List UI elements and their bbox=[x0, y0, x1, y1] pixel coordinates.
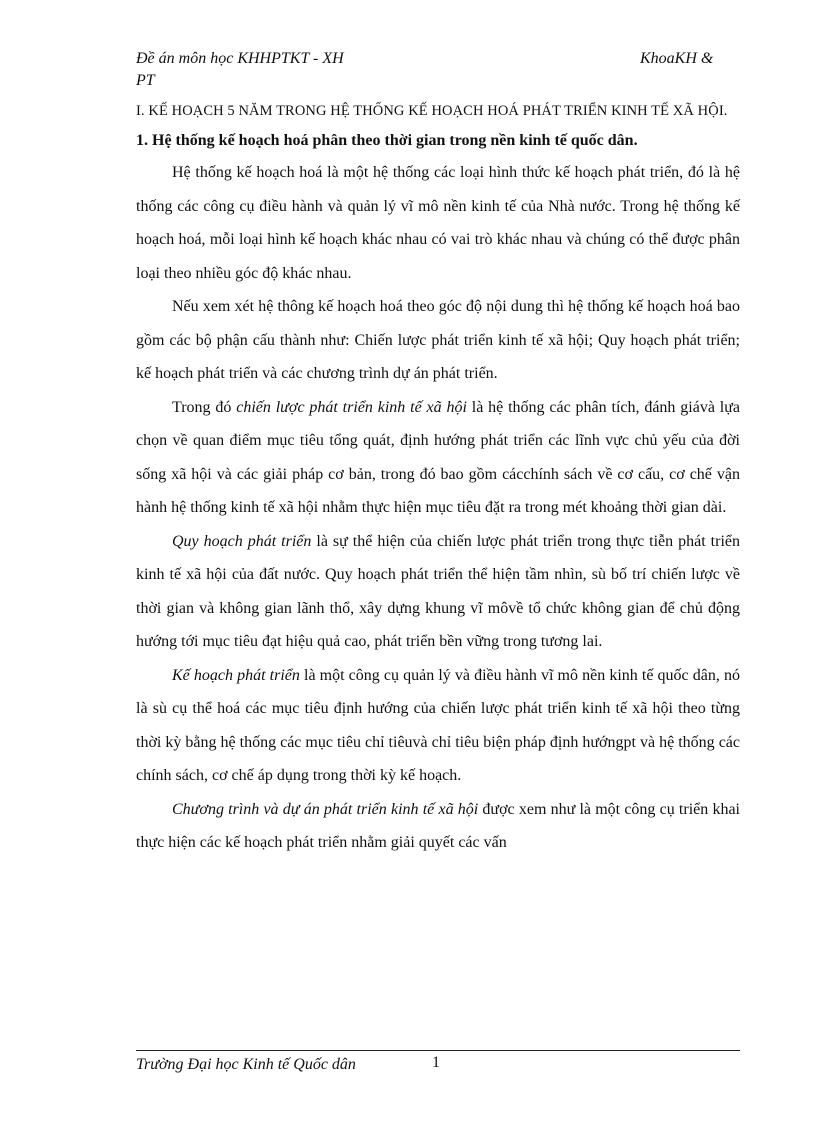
paragraph-6 bbox=[136, 793, 740, 860]
term-development-planning: Quy hoạch phát triển bbox=[172, 532, 312, 550]
term-development-plan: Kế hoạch phát triển bbox=[172, 666, 300, 684]
paragraph-2: Nếu xem xét hệ thông kế hoạch hoá theo góc độ nội dung thì hệ thống kế hoạch hoá bao gồm các bộ phận cấu thành như: Chiến lược phát triển kinh tế xã hội; Quy hoạch phát triển; kế hoạch phát triển và các chương trình dự án phát triển. bbox=[136, 298, 740, 382]
section-title: I. KẾ HOẠCH 5 NĂM TRONG HỆ THỐNG KẾ HOẠCH HOÁ PHÁT TRIỂN KINH TẾ XÃ HỘI. bbox=[136, 103, 728, 119]
subheading: 1. Hệ thống kế hoạch hoá phân theo thời gian trong nền kinh tế quốc dân. bbox=[136, 132, 638, 149]
paragraph-4-body: là sự thể hiện của chiến lược phát triển trong thực tiễn phát triển kinh tế xã hội của đất nước. Quy hoạch phát triển thể hiện tầm nhìn, sù bố trí chiến lược về thời gian và không gian lãnh thổ, xây dựng khung vĩ môvề tổ chức không gian để chủ động hướng tới mục tiêu đạt hiệu quả cao, phát triển bền vững trong tương lai. bbox=[136, 532, 740, 650]
paragraph-5-body: là một công cụ quản lý và điều hành vĩ mô nền kinh tế quốc dân, nó là sù cụ thể hoá các mục tiêu định hướng của chiến lược phát triển kinh tế xã hội theo từng thời kỳ bằng hệ thống các mục tiêu chỉ tiêuvà chỉ tiêu biện pháp định hướngpt và hệ thống các chính sách, cơ chế áp dụng trong thời kỳ kế hoạch. bbox=[136, 666, 740, 784]
paragraph-3-lead: Trong đó bbox=[172, 398, 237, 416]
header-course-title: Đề án môn học KHHPTKT - XH bbox=[136, 50, 344, 67]
paragraph-5 bbox=[136, 659, 740, 793]
paragraph-1: Hệ thống kế hoạch hoá là một hệ thống các loại hình thức kế hoạch phát triển, đó là hệ thống các công cụ điều hành và quản lý vĩ mô nền kinh tế của Nhà nước. Trong hệ thống kế hoạch hoá, mỗi loại hình kế hoạch khác nhau có vai trò khác nhau và chúng có thể được phân loại theo nhiều góc độ khác nhau. bbox=[136, 164, 740, 282]
footer-rule bbox=[136, 1050, 740, 1051]
paragraph-4 bbox=[136, 525, 740, 659]
page-footer bbox=[136, 1050, 740, 1073]
term-programs-projects: Chương trình và dự án phát triển kinh tế xã hội bbox=[172, 800, 479, 818]
page-header bbox=[136, 48, 740, 94]
header-faculty: KhoaKH & bbox=[640, 50, 714, 67]
paragraph-3-body: là hệ thống các phân tích, đánh giávà lựa chọn về quan điểm mục tiêu tổng quát, định hướng phát triển các lĩnh vực chủ yếu của đời sống xã hội và các giải pháp cơ bản, trong đó bao gồm cácchính sách về cơ cấu, cơ chế vận hành hệ thống kinh tế xã hội nhằm thực hiện mục tiêu đặt ra trong mét khoảng thời gian dài. bbox=[136, 398, 740, 516]
paragraph-6-body: được xem như là một công cụ triển khai thực hiện các kế hoạch phát triển nhằm giải quyết các vấn bbox=[136, 800, 741, 851]
footer-school-name: Trường Đại học Kinh tế Quốc dân bbox=[136, 1056, 356, 1073]
term-development-strategy: chiến lược phát triển kinh tế xã hội bbox=[236, 398, 467, 416]
page-number: 1 bbox=[432, 1054, 440, 1071]
document-page bbox=[136, 48, 740, 860]
header-faculty-continued: PT bbox=[136, 72, 155, 89]
paragraph-3 bbox=[136, 391, 740, 525]
